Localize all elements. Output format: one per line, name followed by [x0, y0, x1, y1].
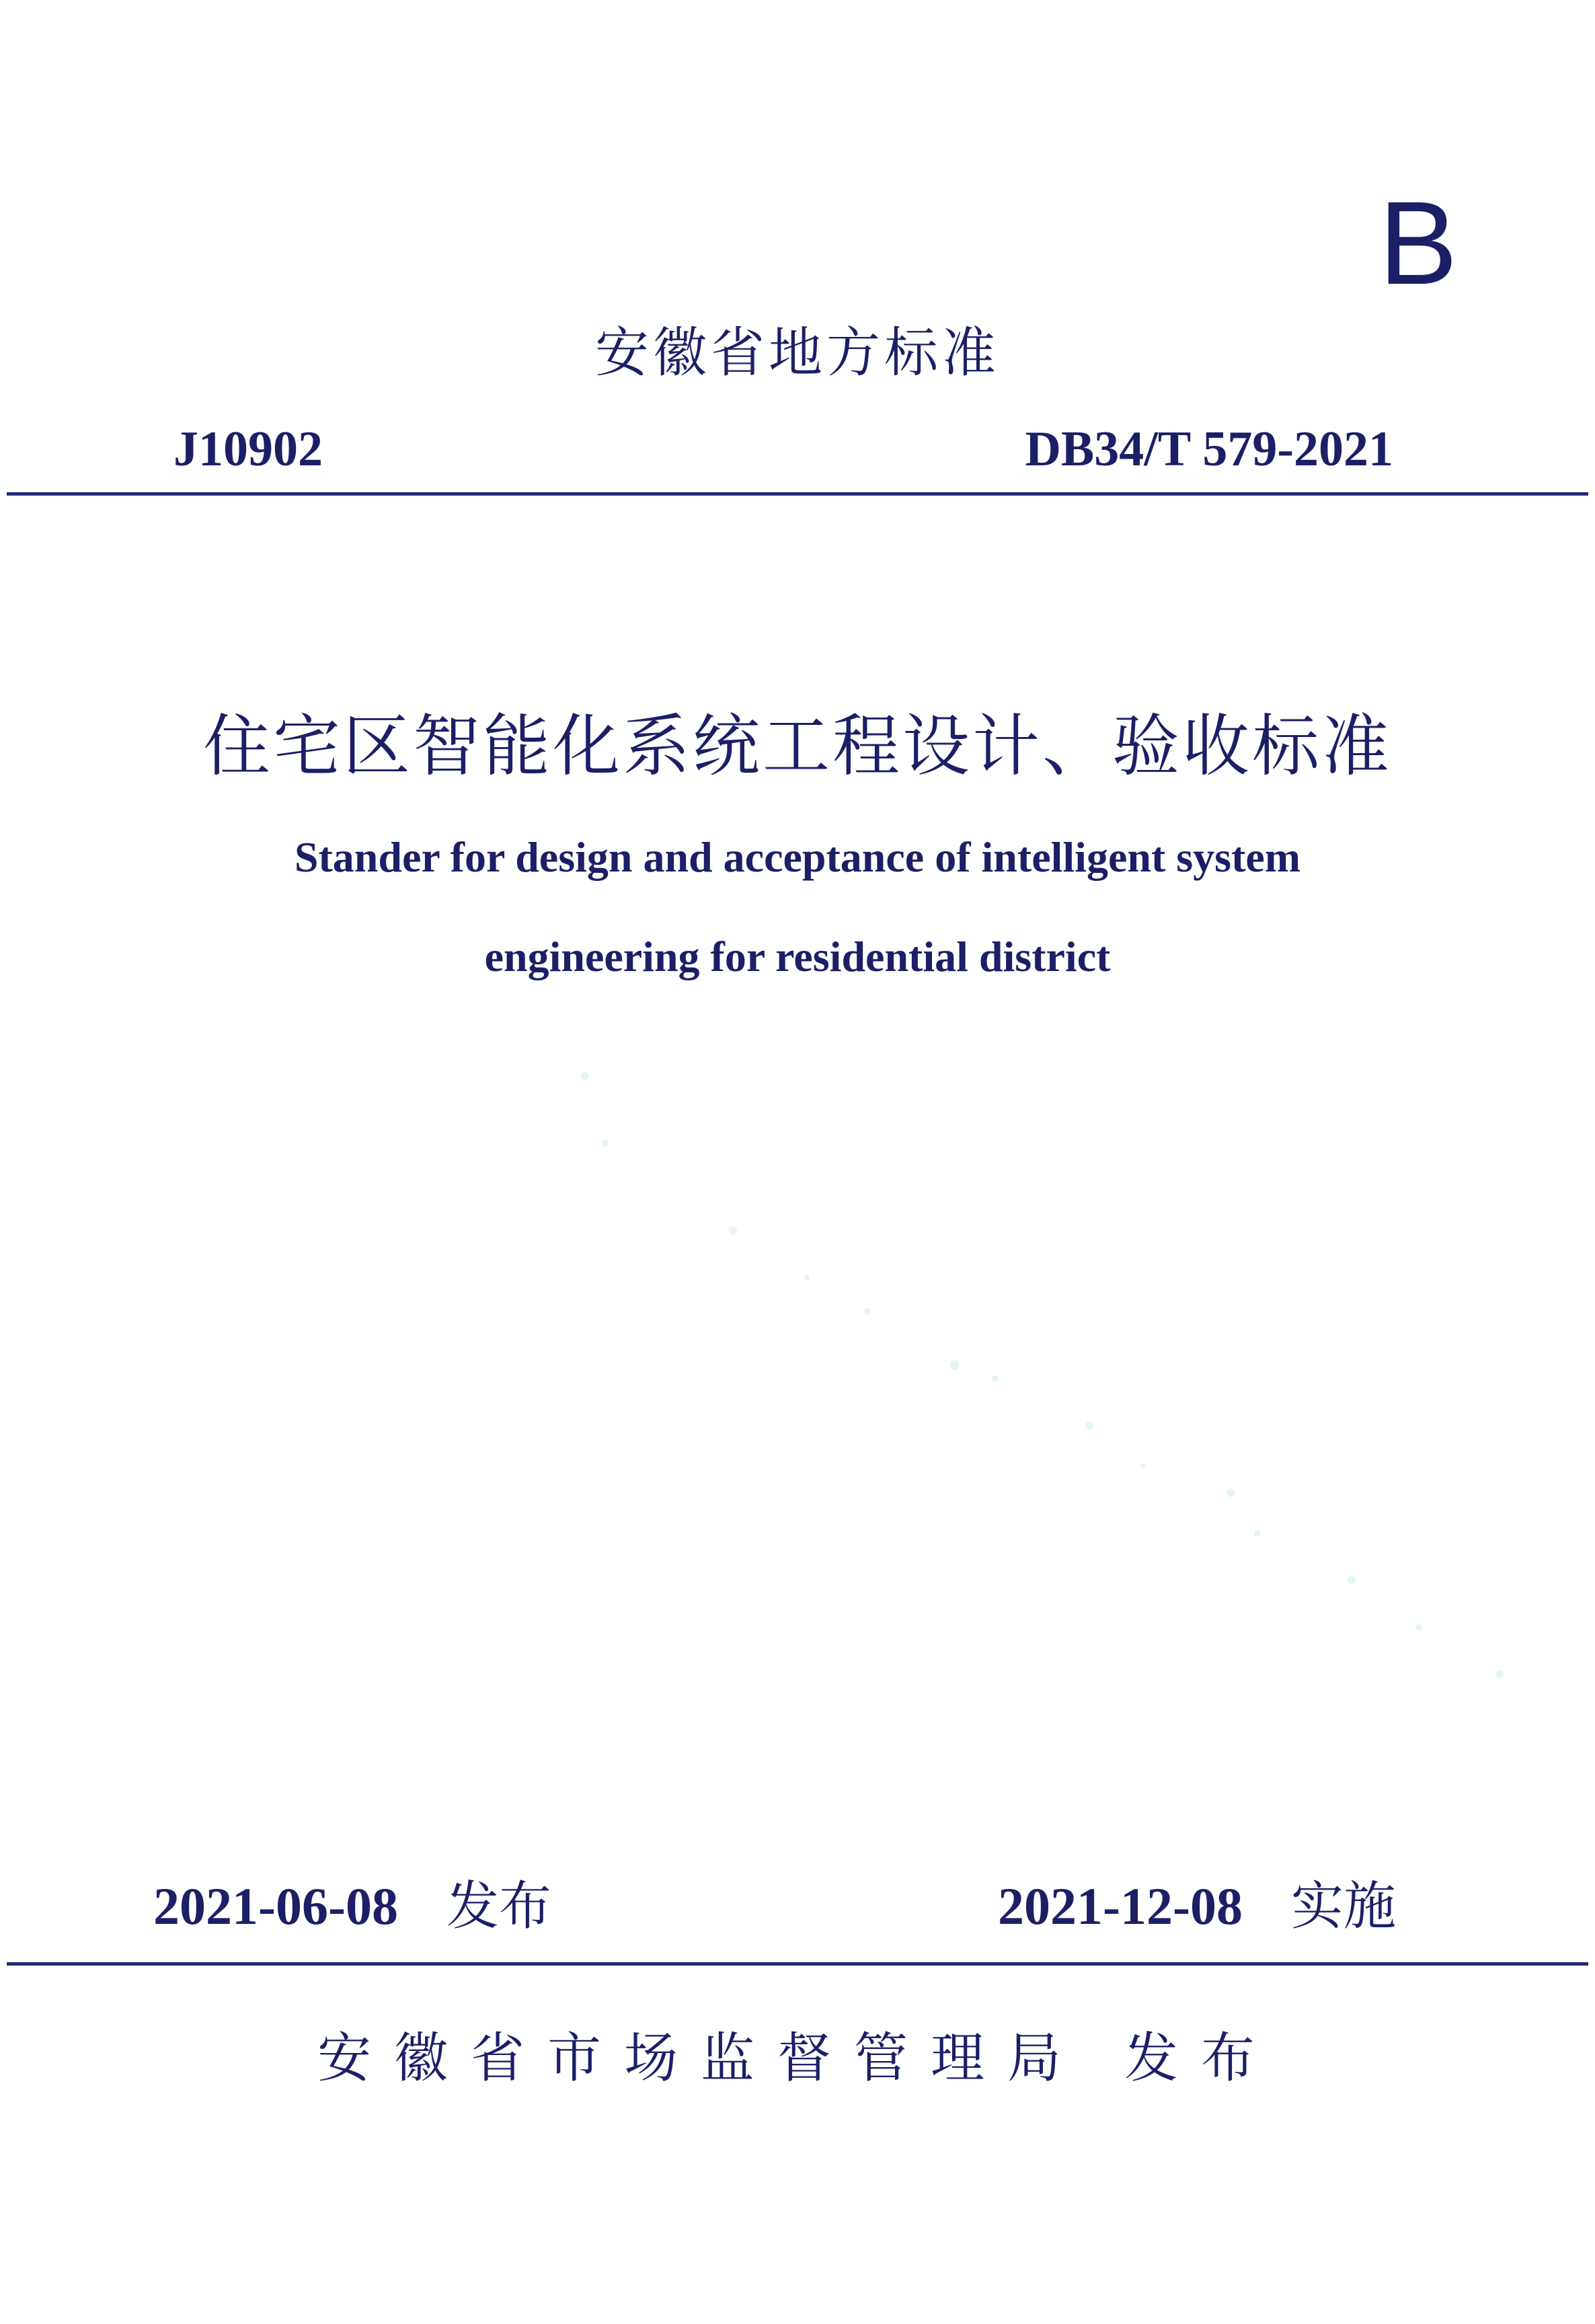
publisher-label: 发布	[1124, 2027, 1278, 2089]
publish-date: 2021-06-08	[153, 1877, 398, 1935]
implement-date-label: 实施	[1290, 1876, 1396, 1937]
title-chinese: 住宅区智能化系统工程设计、验收标准	[203, 707, 1392, 785]
issuer-type-heading: 安徽省地方标准	[595, 321, 1000, 384]
implement-date-block	[998, 1869, 1396, 1943]
footer-divider	[7, 1962, 1588, 1966]
title-english-line-1: Stander for design and acceptance of intelligent system	[294, 833, 1301, 881]
publisher-name: 安徽省市场监督管理局	[317, 2027, 1084, 2089]
standard-category-letter: B	[1378, 178, 1459, 309]
title-english-line-2: engineering for residential district	[484, 933, 1111, 980]
publisher-line	[0, 2021, 1595, 2095]
implement-date: 2021-12-08	[998, 1877, 1243, 1935]
header-divider	[7, 492, 1588, 496]
publish-date-label: 发布	[446, 1876, 551, 1937]
catalog-code: J10902	[173, 422, 323, 477]
publish-date-block	[153, 1869, 551, 1943]
standard-number: DB34/T 579-2021	[1025, 422, 1393, 477]
